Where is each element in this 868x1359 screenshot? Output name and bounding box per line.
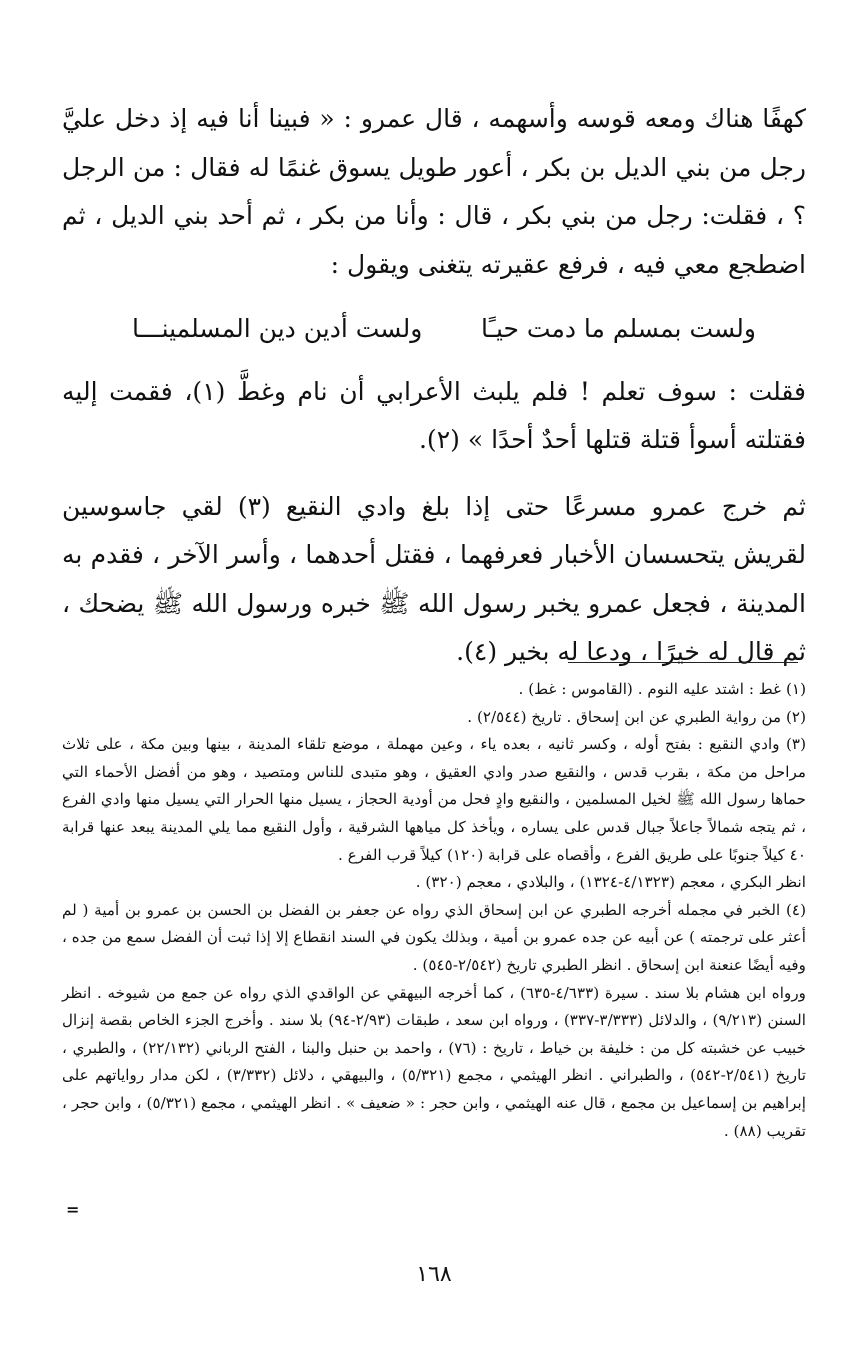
main-text [62, 95, 806, 677]
footnote-1: (١) غط : اشتد عليه النوم . (القاموس : غط) . [518, 680, 806, 698]
footnote-3: (٣) وادي النقيع : بفتح أوله ، وكسر ثانيه ، بعده ياء ، وعين مهملة ، موضع تلقاء المدينة ، بينها وبين مكة ، على ثلاث مراحل من مكة ، بقرب قدس ، والنقيع صدر وادي العقيق ، وهو متبدى للناس ومتصيد ، وهو من أفضل الأحماء التي حماها رسول الله ﷺ لخيل المسلمين ، والنقيع وادٍ فحل من أودية الحجاز ، يسيل منها الحرار التي يسيل منها وادي الفرع ، ثم يتجه شمالاً جاعلاً جبال قدس على يساره ، ويأخذ كل مياهها الشرقية ، وأول النقيع مما يلي المدينة يبعد عنها قرابة ٤٠ كيلاً جنوبًا على طريق الفرع ، وأقصاه على قرابة (١٢٠) كيلاً قرب الفرع . [62, 735, 806, 864]
poem-hemistich-2: ولست أدين دين المسلمينـــا [132, 314, 423, 343]
footnote-2: (٢) من رواية الطبري عن ابن إسحاق . تاريخ (٢/٥٤٤) . [467, 707, 806, 726]
poem-hemistich-1: ولست بمسلم ما دمت حيـًا [481, 314, 756, 343]
continuation-mark: = [66, 1200, 80, 1219]
footnote-separator [568, 662, 798, 663]
footnote-3-reference: انظر البكري ، معجم (٤/١٣٢٣-١٣٢٤) ، والبلادي ، معجم (٣٢٠) . [415, 873, 806, 892]
page-number: ١٦٨ [416, 1262, 452, 1287]
footnote-4-continued: ورواه ابن هشام بلا سند . سيرة (٤/٦٣٣-٦٣٥) ، كما أخرجه البيهقي عن الواقدي الذي رواه عن جمع من شيوخه . انظر السنن (٩/٢١٣) ، والدلائل (٣/٣٣٣-٣٣٧) ، ورواه ابن سعد ، طبقات (٢/٩٣-٩٤) بلا سند . وأخرج الجزء الخاص بقصة إنزال خبيب عن خشبته كل من : خليفة بن خياط ، تاريخ : (٧٦) ، واحمد بن حنبل والبنا ، الفتح الرباني (٢٢/١٣٢) ، والطبري ، تاريخ (٢/٥٤١-٥٤٢) ، والطبراني . انظر الهيثمي ، مجمع (٥/٣٢١) ، والبيهقي ، دلائل (٣/٣٣٢) ، لكن مدار رواياتهم على إبراهيم بن إسماعيل بن مجمع ، قال عنه الهيثمي ، وابن حجر : « ضعيف » . انظر الهيثمي ، مجمع (٥/٣٢١) ، وابن حجر ، تقريب (٨٨) . [62, 983, 807, 1140]
poem-verse [62, 305, 806, 354]
paragraph-3: ثم خرج عمرو مسرعًا حتى إذا بلغ وادي النقيع (٣) لقي جاسوسين لقريش يتحسسان الأخبار فعرفهما ، فقتل أحدهما ، وأسر الآخر ، فقدم به المدينة ، فجعل عمرو يخبر رسول الله ﷺ خبره ورسول الله ﷺ يضحك ، ثم قال له خيرًا ، ودعا له بخير (٤). [62, 491, 806, 666]
paragraph-2: فقلت : سوف تعلم ! فلم يلبث الأعرابي أن نام وغطَّ (١)، فقمت إليه فقتلته أسوأ قتلة قتلها أحدٌ أحدًا » (٢). [62, 376, 807, 454]
paragraph-1: كهفًا هناك ومعه قوسه وأسهمه ، قال عمرو : « فبينا أنا فيه إذ دخل عليَّ رجل من بني الديل بن بكر ، أعور طويل يسوق غنمًا له فقال : من الرجل ؟ ، فقلت: رجل من بني بكر ، قال : وأنا من بكر ، ثم أحد بني الديل ، ثم اضطجع معي فيه ، فرفع عقيرته يتغنى ويقول : [62, 104, 806, 279]
footnotes [62, 676, 806, 1145]
footnote-4: (٤) الخبر في مجمله أخرجه الطبري عن ابن إسحاق الذي رواه عن جعفر بن الفضل بن الحسن بن عمرو بن أمية ( لم أعثر على ترجمته ) عن أبيه عن جده عمرو بن أمية ، وبذلك يكون في السند انقطاع إلا إذا ثبت أن الفضل سمع من جده ، وفيه أيضًا عنعنة ابن إسحاق . انظر الطبري تاريخ (٢/٥٤٢-٥٤٥) . [62, 900, 806, 974]
